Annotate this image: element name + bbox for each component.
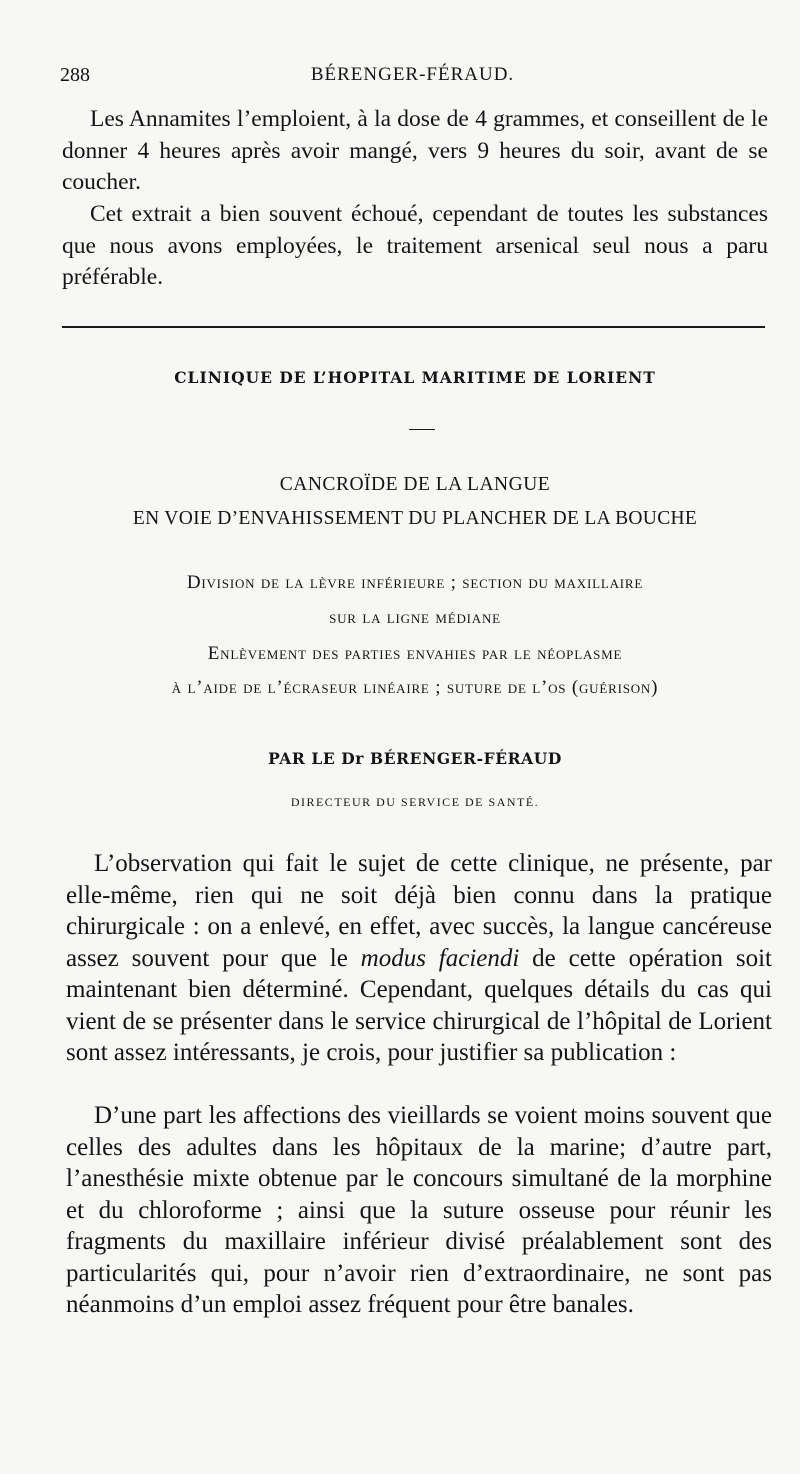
article-subtitle-line-3: Enlèvement des parties envahies par le néoplasme <box>207 643 623 664</box>
page-number: 288 <box>60 64 90 86</box>
article-subtitle-line-2: sur la ligne médiane <box>329 607 501 628</box>
section-divider <box>62 326 765 328</box>
paragraph-affections: D’une part les affections des vieillards se voient moins souvent que celles des adultes dans les hôpitaux de la marine; d’autre part, l’anesthésie mixte obtenue par le concours simultané de la morphine et du chloroforme ; ainsi que la suture osseuse pour réunir les fragments du maxillaire inférieur divisé préalablement sont des particularités qui, pour n’avoir rien d’extraordinaire, ne sont pas néanmoins d’un emploi assez fréquent pour être banales. <box>66 1102 772 1318</box>
observation-italic-term: modus faciendi <box>360 944 520 972</box>
running-head: BÉRENGER-FÉRAUD. <box>310 64 515 85</box>
paragraph-observation <box>66 848 772 1069</box>
paragraph-extrait: Cet extrait a bien souvent échoué, cependant de toutes les substances que nous avons employées, le traitement arsenical seul nous a paru préférable. <box>62 201 768 290</box>
observation-text-start: L’observation qui fait le sujet de cette clinique, ne présente, par elle-même, rien qui ne soit déjà bien connu dans la pratique chirurgicale : on a enlevé, en effet, avec succès, la langue cancéreuse assez souvent pour que le <box>66 850 772 972</box>
observation-text-end: de cette opération soit maintenant bien déterminé. Cependant, quelques détails du cas qui vient de se présenter dans le service chirurgical de l’hôpital de Lorient sont assez intéressants, je crois, pour justifier sa publication : <box>66 944 772 1066</box>
article-subtitle-line-4: à l’aide de l’écraseur linéaire ; suture de l’os (guérison) <box>171 677 659 698</box>
short-divider <box>409 429 435 430</box>
author-role: DIRECTEUR DU SERVICE DE SANTÉ. <box>290 795 540 809</box>
page-header <box>60 64 765 94</box>
section-title: CLINIQUE DE L’HOPITAL MARITIME DE LORIENT <box>174 368 656 387</box>
article-subtitle-line-1: Division de la lèvre inférieure ; section du maxillaire <box>186 572 644 593</box>
paragraph-annamites: Les Annamites l’emploient, à la dose de 4 grammes, et conseillent de le donner 4 heures après avoir mangé, vers 9 heures du soir, avant de se coucher. <box>62 106 768 195</box>
article-author: PAR LE Dr BÉRENGER-FÉRAUD <box>268 749 562 768</box>
article-title-line-2: EN VOIE D’ENVAHISSEMENT DU PLANCHER DE LA BOUCHE <box>132 508 698 529</box>
article-title-line-1: CANCROÏDE DE LA LANGUE <box>279 474 551 495</box>
